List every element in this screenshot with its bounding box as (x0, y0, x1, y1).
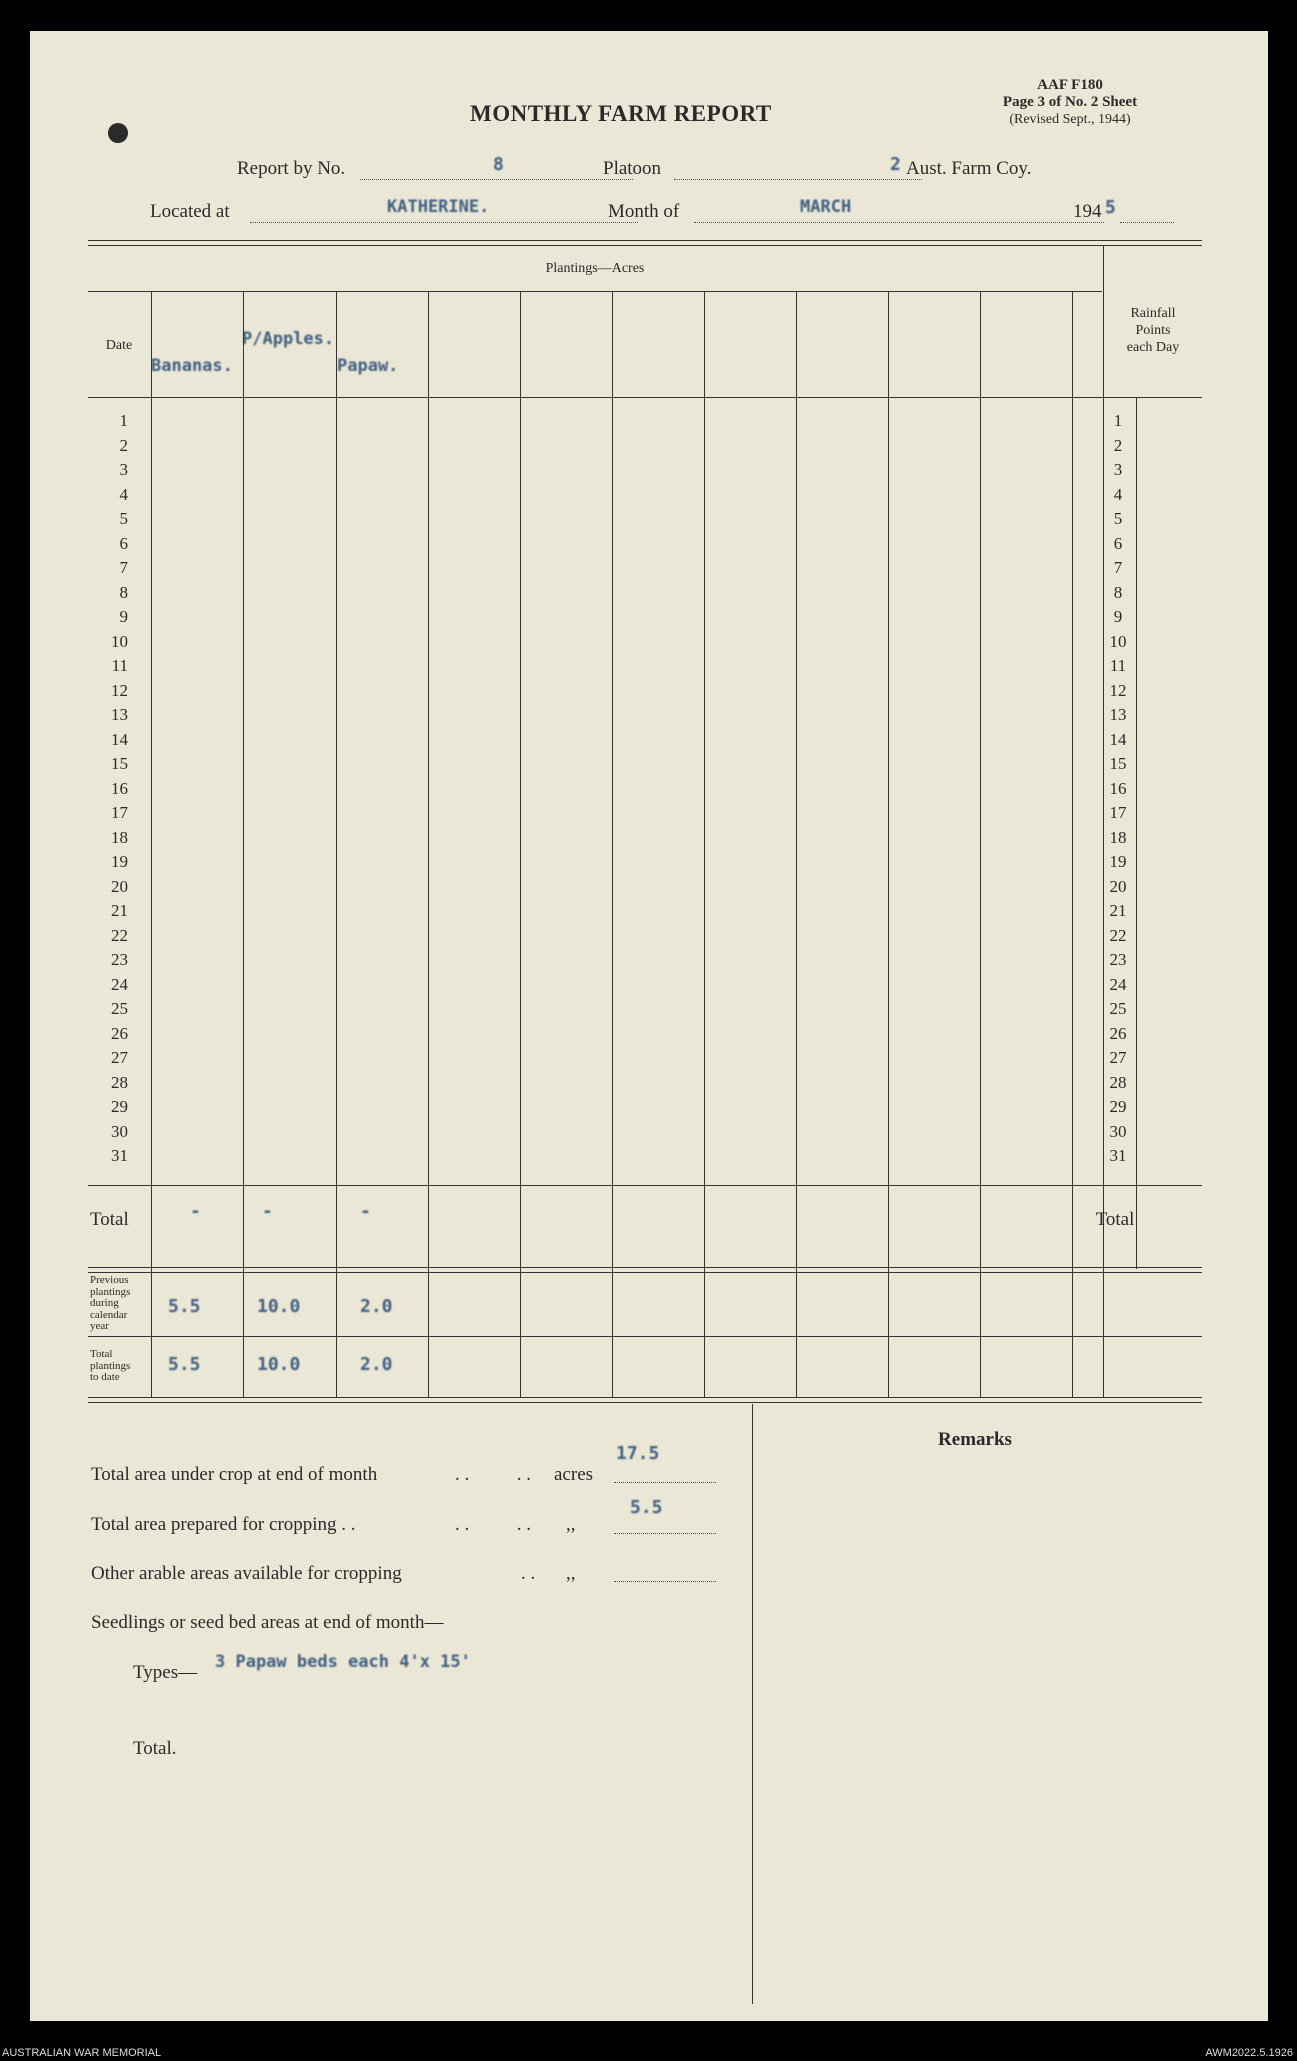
rain-day-number: 19 (1109, 852, 1127, 871)
col-line-1 (243, 292, 244, 1397)
to-date-value-2: 10.0 (257, 1354, 301, 1375)
crop-header-2: P/Apples. (242, 329, 335, 349)
crop-area-dots: . . . . (455, 1464, 531, 1485)
col-line-7 (796, 292, 797, 1397)
total-value-2: - (262, 1201, 273, 1222)
day-number: 7 (119, 558, 128, 577)
rain-day-number: 12 (1109, 681, 1127, 700)
day-number: 5 (119, 509, 128, 528)
day-number: 12 (111, 681, 128, 700)
to-date-label-line: Total (90, 1348, 113, 1360)
report-by-field (360, 179, 633, 180)
year-field (1120, 222, 1174, 223)
day-number: 16 (111, 779, 128, 798)
day-number: 1 (119, 411, 128, 430)
arable-field (614, 1581, 716, 1582)
platoon-label: Platoon (603, 158, 662, 179)
day-number: 13 (111, 705, 128, 724)
punch-hole-mark (108, 123, 128, 143)
page-title: MONTHLY FARM REPORT (470, 101, 772, 126)
to-date-label-line: plantings (90, 1359, 131, 1372)
rain-day-number: 30 (1109, 1122, 1127, 1141)
day-number: 27 (111, 1048, 128, 1067)
rain-day-number: 5 (1113, 509, 1123, 528)
total-value-3: - (360, 1201, 371, 1222)
arable-dots: . . (521, 1563, 536, 1584)
summary-total-label: Total. (133, 1738, 177, 1759)
rain-day-number: 18 (1109, 828, 1127, 847)
day-number: 24 (111, 975, 128, 994)
previous-plantings-label (90, 1275, 130, 1333)
rain-day-number: 23 (1109, 950, 1127, 969)
rain-day-number: 10 (1109, 632, 1127, 651)
previous-label-line: plantings (90, 1285, 131, 1298)
previous-row-top-rule (88, 1267, 1202, 1268)
located-field (250, 222, 638, 223)
table-top-rule-2 (88, 245, 1202, 246)
table-bottom-rule (88, 1397, 1202, 1398)
rain-day-number: 24 (1109, 975, 1127, 994)
day-number: 10 (111, 632, 128, 651)
prepared-dots: . . . . (455, 1514, 531, 1535)
previous-value-1: 5.5 (168, 1296, 201, 1317)
previous-label-line: during (90, 1297, 119, 1309)
arable-label: Other arable areas available for cropping (91, 1563, 402, 1584)
to-date-value-1: 5.5 (168, 1354, 201, 1375)
arable-unit: ,, (566, 1563, 576, 1584)
month-label: Month of (608, 201, 680, 222)
remarks-divider (752, 1404, 753, 2004)
total-value-1: - (190, 1201, 201, 1222)
crop-area-field (614, 1482, 716, 1483)
platoon-value: 2 (890, 154, 901, 175)
footer-right: AWM2022.5.1926 (1205, 2047, 1293, 2059)
day-number: 11 (111, 656, 128, 675)
types-label: Types— (133, 1662, 198, 1683)
types-value: 3 Papaw beds each 4'x 15' (215, 1652, 471, 1672)
rainfall-header-line-1: Rainfall (1130, 306, 1176, 321)
day-number: 22 (111, 926, 128, 945)
rain-day-number: 2 (1113, 436, 1123, 455)
month-value: MARCH (800, 197, 852, 217)
prepared-value: 5.5 (630, 1497, 663, 1518)
rain-day-number: 17 (1109, 803, 1127, 822)
crop-area-unit: acres (554, 1464, 594, 1485)
day-number: 17 (111, 803, 128, 822)
to-date-row-top-rule (88, 1336, 1202, 1337)
previous-value-2: 10.0 (257, 1296, 301, 1317)
prepared-field (614, 1533, 716, 1534)
day-number: 2 (119, 436, 128, 455)
plantings-header-rule (88, 291, 1102, 292)
rain-day-number: 21 (1109, 901, 1127, 920)
rain-total-label: Total (1095, 1209, 1135, 1230)
rain-day-number: 8 (1113, 583, 1123, 602)
col-line-5 (612, 292, 613, 1397)
prepared-unit: ,, (566, 1514, 576, 1535)
previous-value-3: 2.0 (360, 1296, 393, 1317)
rain-day-number: 29 (1109, 1097, 1127, 1116)
rain-day-number: 15 (1109, 754, 1127, 773)
report-by-label: Report by No. (237, 158, 346, 179)
col-line-9 (980, 292, 981, 1397)
month-field (694, 222, 1104, 223)
day-number: 23 (111, 950, 128, 969)
rain-day-number: 11 (1109, 656, 1127, 675)
crop-header-3: Papaw. (337, 356, 399, 376)
seedlings-label: Seedlings or seed bed areas at end of month— (91, 1612, 444, 1633)
form-reference (960, 77, 1180, 128)
form-revised: (Revised Sept., 1944) (1009, 112, 1131, 127)
col-line-4 (520, 292, 521, 1397)
day-number: 3 (119, 460, 128, 479)
company-label: Aust. Farm Coy. (906, 158, 1032, 179)
day-number: 25 (111, 999, 128, 1018)
day-number: 4 (119, 485, 128, 504)
table-bottom-rule-2 (88, 1402, 1202, 1403)
crop-header-1: Bananas. (151, 356, 233, 376)
rain-day-number: 1 (1113, 411, 1123, 430)
form-code: AAF F180 (1037, 77, 1103, 93)
col-line-3 (428, 292, 429, 1397)
to-date-value-3: 2.0 (360, 1354, 393, 1375)
total-label: Total (90, 1209, 129, 1230)
day-number: 15 (111, 754, 128, 773)
rain-day-number: 13 (1109, 705, 1127, 724)
col-line-2 (336, 292, 337, 1397)
rain-day-number: 7 (1113, 558, 1123, 577)
day-number: 26 (111, 1024, 128, 1043)
day-number: 28 (111, 1073, 128, 1092)
rain-day-number: 25 (1109, 999, 1127, 1018)
crop-area-label: Total area under crop at end of month (91, 1464, 378, 1485)
report-by-value: 8 (493, 154, 504, 175)
table-top-rule (88, 240, 1202, 241)
rain-day-number: 6 (1113, 534, 1123, 553)
footer-left: AUSTRALIAN WAR MEMORIAL (2, 2047, 162, 2059)
previous-label-line: calendar (90, 1308, 128, 1321)
day-number: 18 (111, 828, 128, 847)
located-label: Located at (150, 201, 230, 222)
year-value: 5 (1105, 197, 1116, 218)
rain-day-number: 26 (1109, 1024, 1127, 1043)
form-page-ref: Page 3 of No. 2 Sheet (1002, 94, 1138, 110)
day-number: 14 (111, 730, 128, 749)
col-line-6 (704, 292, 705, 1397)
to-date-label-line: to date (90, 1371, 120, 1383)
plantings-header: Plantings—Acres (545, 261, 645, 276)
day-number: 20 (111, 877, 128, 896)
day-number: 21 (111, 901, 128, 920)
rain-day-number: 22 (1109, 926, 1127, 945)
rainfall-header-line-2: Points (1135, 323, 1171, 338)
rain-day-number: 16 (1109, 779, 1127, 798)
rain-day-number: 31 (1109, 1146, 1127, 1165)
rain-day-number: 20 (1109, 877, 1127, 896)
day-number: 6 (119, 534, 128, 553)
header-bottom-rule (88, 397, 1202, 398)
day-number: 9 (119, 607, 128, 626)
rain-day-number: 28 (1109, 1073, 1127, 1092)
rainfall-header (1104, 305, 1202, 356)
form-sheet (30, 31, 1268, 2021)
previous-label-line: year (90, 1320, 109, 1332)
platoon-field (674, 179, 922, 180)
day-number: 30 (111, 1122, 128, 1141)
total-row-top-rule (88, 1185, 1202, 1186)
day-number: 29 (111, 1097, 128, 1116)
year-prefix: 194 (1073, 201, 1102, 222)
day-number: 8 (119, 583, 128, 602)
day-number: 19 (111, 852, 128, 871)
col-line-date (151, 292, 152, 1397)
rain-day-number: 9 (1113, 607, 1123, 626)
rain-day-number: 14 (1109, 730, 1127, 749)
rainfall-header-line-3: each Day (1126, 340, 1180, 355)
day-number: 31 (111, 1146, 128, 1165)
remarks-label: Remarks (938, 1429, 1012, 1450)
rain-day-number: 27 (1109, 1048, 1127, 1067)
to-date-label (90, 1349, 130, 1384)
col-line-8 (888, 292, 889, 1397)
rain-day-number: 4 (1113, 485, 1123, 504)
previous-label-line: Previous (90, 1274, 129, 1286)
previous-row-top-rule-2 (88, 1272, 1202, 1273)
rain-day-number: 3 (1113, 460, 1123, 479)
prepared-label: Total area prepared for cropping . . (91, 1514, 356, 1535)
col-line-10 (1072, 292, 1073, 1397)
date-header: Date (105, 338, 133, 353)
crop-area-value: 17.5 (616, 1443, 660, 1464)
located-value: KATHERINE. (387, 197, 490, 217)
